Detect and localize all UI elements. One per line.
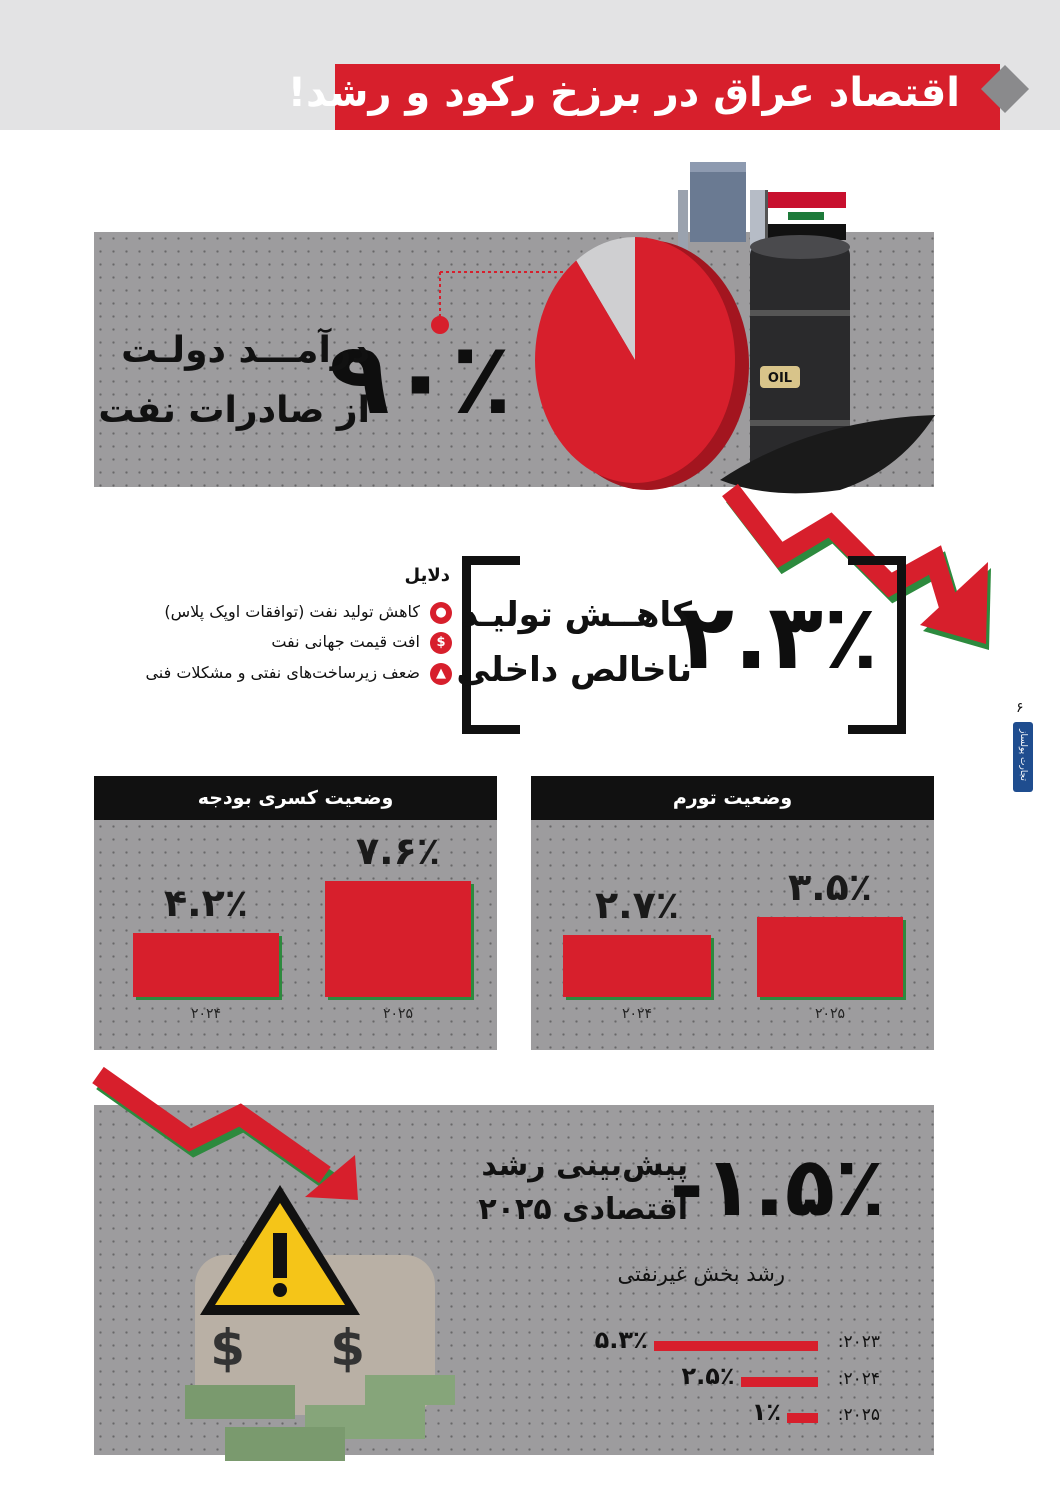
budget-year-2025: ۲۰۲۵	[382, 1006, 414, 1022]
non-oil-bar-2024	[741, 1377, 819, 1387]
oil-share-line1: درآمـــد دولـت	[121, 330, 370, 371]
oil-rig-icon: ▲	[430, 663, 452, 685]
budget-value-2025: ۷.۶٪	[355, 829, 440, 874]
forecast-line2: اقتصادی ۲۰۲۵	[478, 1192, 688, 1227]
non-oil-bar-2025	[787, 1413, 818, 1423]
iraq-flag	[768, 192, 846, 208]
pie-slice-oil	[535, 237, 735, 483]
budget-year-2024: ۲۰۲۴	[190, 1006, 222, 1022]
dollar-icon: $	[430, 632, 452, 654]
svg-text:$: $	[330, 1319, 365, 1377]
budget-deficit-header: وضعیت کسری بودجه	[94, 776, 497, 820]
non-oil-growth-title: رشد بخش غیرنفتی	[617, 1262, 785, 1286]
forecast-value: -۱.۵٪	[669, 1140, 885, 1235]
inflation-value-2024: ۲.۷٪	[594, 882, 679, 927]
gdp-line1: کاهــش تولیـد	[460, 595, 692, 635]
oil-label-text: OIL	[767, 371, 793, 386]
oil-share-line2: از صادرات نفت	[98, 390, 370, 431]
reason-2: افت قیمت جهانی نفت	[271, 632, 420, 651]
gdp-line2: ناخالص داخلی	[456, 650, 692, 690]
forecast-line1: پیش‌بینی رشد	[481, 1148, 688, 1183]
budget-value-2024: ۴.۲٪	[163, 881, 248, 926]
budget-bar-2025	[325, 881, 471, 997]
inflation-bar-2025	[757, 917, 903, 998]
money-warning-illustration	[165, 1175, 470, 1475]
page-title: اقتصاد عراق در برزخ رکود و رشد!	[287, 70, 960, 116]
reason-3: ضعف زیرساخت‌های نفتی و مشکلات فنی	[145, 663, 420, 682]
inflation-header: وضعیت تورم	[531, 776, 934, 820]
svg-text:$: $	[210, 1319, 245, 1377]
magazine-logo-text: تجارت پولساز	[1018, 729, 1028, 781]
inflation-value-2025: ۳.۵٪	[787, 864, 872, 909]
magazine-logo	[1013, 722, 1033, 792]
non-oil-bar-2023	[654, 1341, 818, 1351]
oil-drop-icon: ●	[430, 602, 452, 624]
non-oil-value-2025: ۱٪	[751, 1398, 781, 1426]
oil-share-value: ۹۰٪	[328, 320, 512, 437]
left-bracket	[462, 556, 520, 734]
gdp-value: ۲.۳٪	[679, 585, 878, 690]
page-number: ۶	[1016, 700, 1024, 716]
non-oil-year-2023: ۲۰۲۳:	[837, 1332, 880, 1352]
inflation-year-2024: ۲۰۲۴	[621, 1006, 653, 1022]
non-oil-value-2023: ۵.۳٪	[594, 1326, 648, 1354]
non-oil-value-2024: ۲.۵٪	[681, 1362, 735, 1390]
reason-1: کاهش تولید نفت (توافقات اوپک پلاس)	[164, 602, 420, 621]
cash-stack	[185, 1385, 295, 1419]
budget-bar-2024	[133, 933, 279, 997]
reasons-heading: دلایل	[404, 565, 450, 586]
non-oil-year-2024: ۲۰۲۴:	[837, 1369, 880, 1389]
inflation-year-2025: ۲۰۲۵	[814, 1006, 846, 1022]
inflation-bar-2024	[563, 935, 711, 997]
non-oil-year-2025: ۲۰۲۵:	[837, 1405, 880, 1425]
